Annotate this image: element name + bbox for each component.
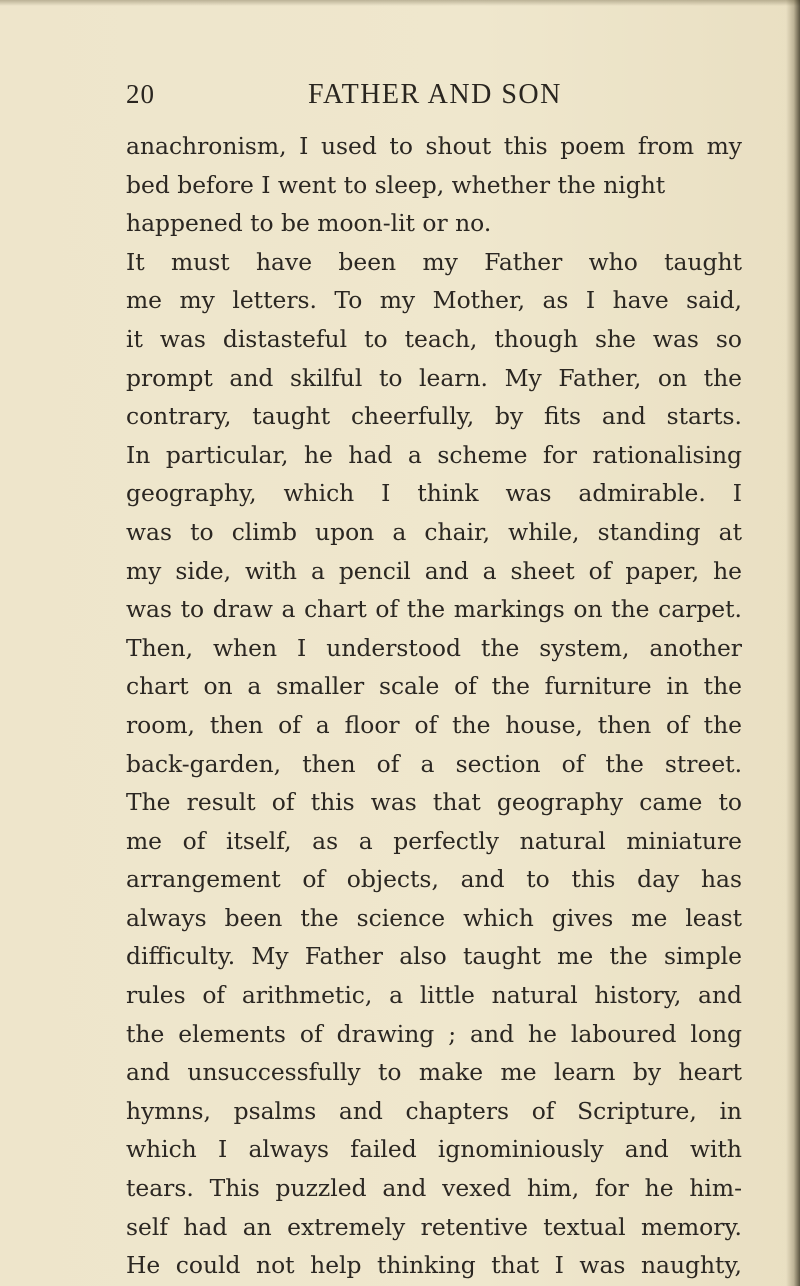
text-line: which I always failed ignominiously and with [126,1135,742,1164]
text-line: was to draw a chart of the markings on the carpet. [126,595,742,624]
text-line: my side, with a pencil and a sheet of paper, he [126,556,742,585]
page-binding-shadow [786,0,800,1286]
text-line: In particular, he had a scheme for rationalising [126,440,742,469]
text-line: room, then of a floor of the house, then of the [126,710,742,739]
text-line: happened to be moon-lit or no. [126,209,492,238]
text-line: it was distasteful to teach, though she was so [126,324,742,353]
text-line: contrary, taught cheerfully, by fits and starts. [126,402,742,431]
text-line: was to climb upon a chair, while, standing at [126,517,742,546]
text-line: difficulty. My Father also taught me the simple [126,942,742,971]
text-line: He could not help thinking that I was naughty, [126,1251,742,1280]
text-line: back-garden, then of a section of the street. [126,749,742,778]
text-line: hymns, psalms and chapters of Scripture, in [126,1096,742,1125]
text-line: The result of this was that geography came to [126,788,742,817]
text-line: me of itself, as a perfectly natural miniature [126,826,742,855]
text-line: tears. This puzzled and vexed him, for he him- [126,1174,742,1203]
text-line: rules of arithmetic, a little natural history, and [126,981,742,1010]
text-line: chart on a smaller scale of the furniture in the [126,672,742,701]
body-text [126,127,742,1285]
text-line: always been the science which gives me least [126,903,742,932]
text-line: anachronism, I used to shout this poem from my [126,132,742,160]
page-header [126,79,726,119]
text-line: geography, which I think was admirable. I [126,479,742,508]
text-line: me my letters. To my Mother, as I have said, [126,286,742,315]
text-line: the elements of drawing ; and he laboured long [126,1019,742,1048]
text-line: arrangement of objects, and to this day has [126,865,742,894]
running-head: FATHER AND SON [308,79,562,110]
text-line: It must have been my Father who taught [126,247,742,276]
page-number: 20 [126,79,155,109]
text-line: self had an extremely retentive textual memory. [126,1212,742,1241]
text-line: and unsuccessfully to make me learn by heart [126,1058,742,1087]
text-line: Then, when I understood the system, another [126,633,742,662]
text-line: prompt and skilful to learn. My Father, on the [126,363,742,392]
text-line: bed before I went to sleep, whether the night [126,170,666,199]
page-top-shadow [0,0,800,6]
